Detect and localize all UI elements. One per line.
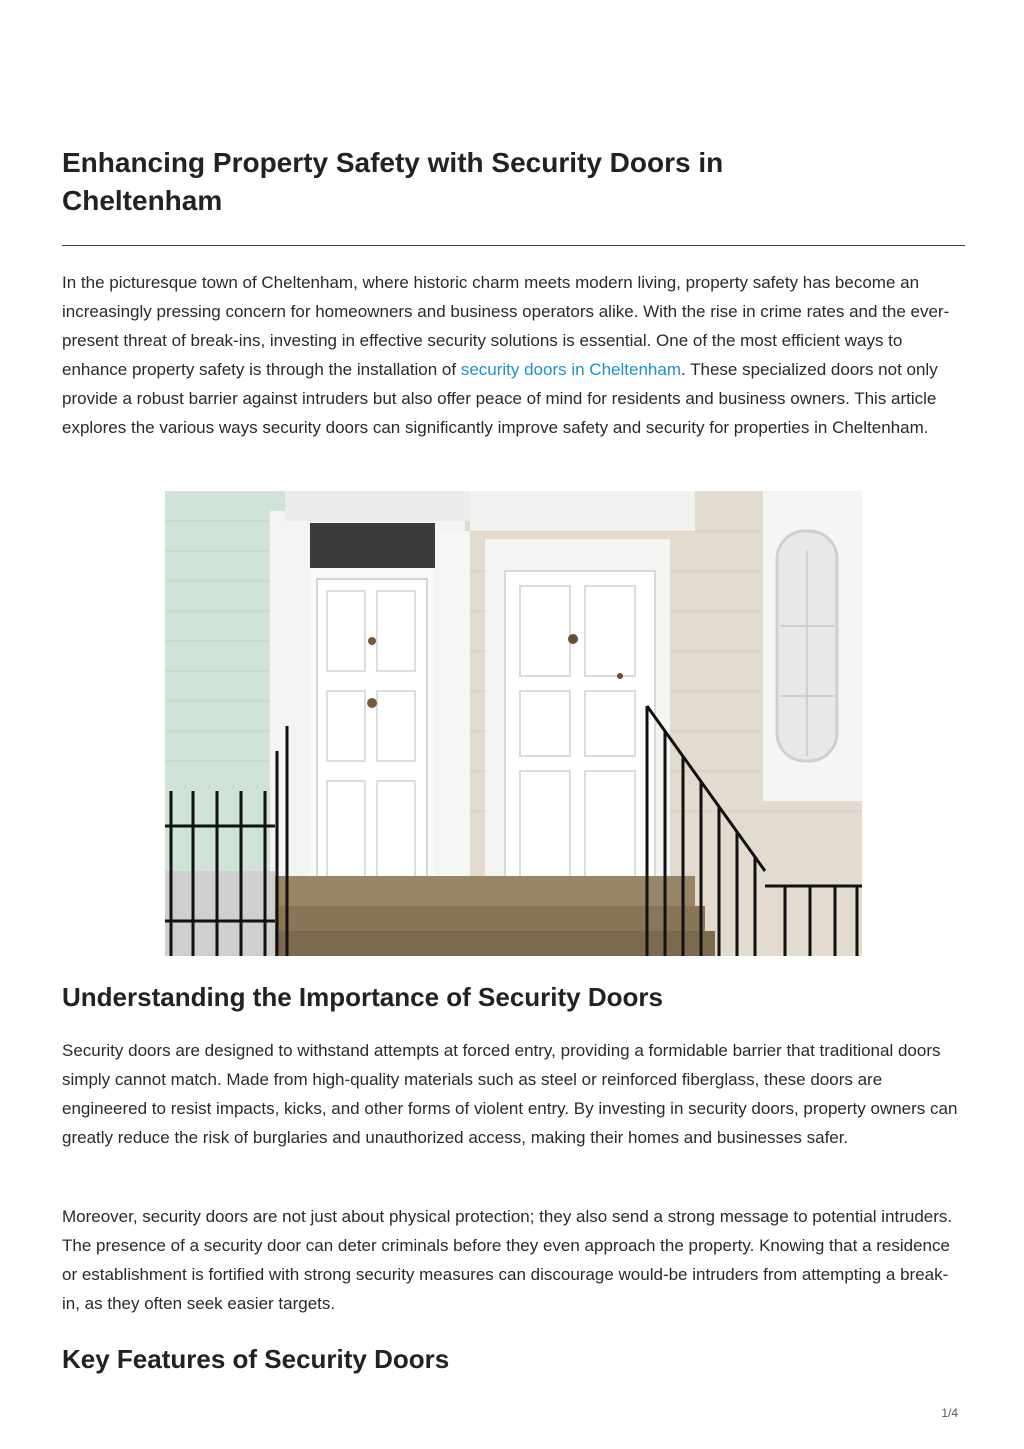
importance-paragraph-2: Moreover, security doors are not just about physical protection; they also send a strong message to potential intruders. The presence of a security door can deter criminals before they even approach the property. Knowing that a residence or establishment is fortified with strong security measures can discourage would-be intruders from attempting a break-in, as they often seek easier targets. [62,1207,953,1313]
title-divider [62,245,965,246]
section-heading-importance: Understanding the Importance of Security Doors [62,982,663,1012]
page-number: 1/4 [941,1406,958,1420]
intro-text-start: In the picturesque town of Cheltenham, where historic charm meets modern living, property safety has become an increasingly pressing concern for homeowners and business operators alike. With the rise in crime rates and the ever-present threat of break-ins, investing in effective security solutions is essential. One of the most efficient ways to enhance property safety is through the installation of [62,273,950,379]
security-doors-link[interactable]: security doors in Cheltenham [460,360,681,379]
intro-text-end: . These specialized doors not only provide a robust barrier against intruders but also offer peace of mind for residents and business owners. This article explores the various ways security doors can significantly improve safety and security for properties in Cheltenham. [62,360,938,437]
hero-image-doors [165,491,862,956]
section-heading-key-features: Key Features of Security Doors [62,1344,450,1374]
page-title: Enhancing Property Safety with Security Doors in Cheltenham [62,147,724,216]
intro-paragraph [62,268,962,442]
importance-paragraph-1: Security doors are designed to withstand attempts at forced entry, providing a formidable barrier that traditional doors simply cannot match. Made from high-quality materials such as steel or reinforced fiberglass, these doors are engineered to resist impacts, kicks, and other forms of violent entry. By investing in security doors, property owners can greatly reduce the risk of burglaries and unauthorized access, making their homes and businesses safer. [62,1041,958,1147]
